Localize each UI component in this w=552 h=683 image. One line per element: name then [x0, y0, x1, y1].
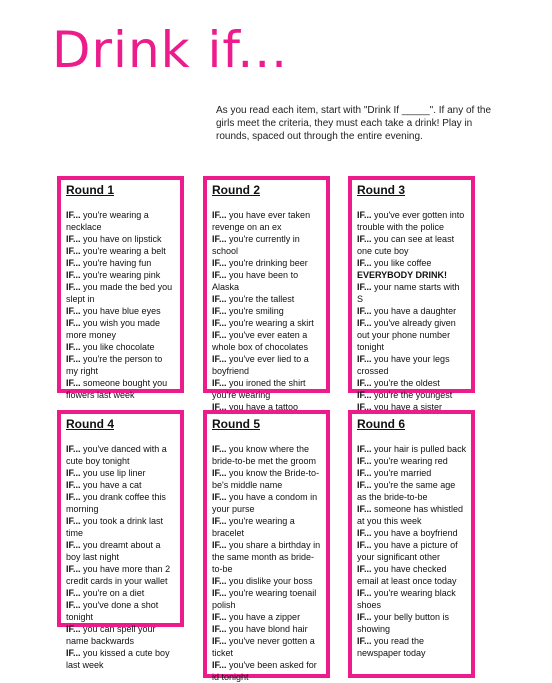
if-keyword: IF... [66, 210, 81, 220]
if-keyword: IF... [66, 600, 81, 610]
round-items [357, 443, 467, 659]
if-keyword: IF... [357, 612, 372, 622]
list-item [66, 599, 176, 623]
if-keyword: IF... [212, 588, 227, 598]
list-item [212, 233, 322, 257]
list-item [66, 443, 176, 467]
item-text: you've been asked for id tonight [212, 660, 317, 682]
list-item [212, 353, 322, 377]
if-keyword: IF... [357, 468, 372, 478]
item-text: someone has whistled at you this week [357, 504, 464, 526]
item-text: you're drinking beer [226, 258, 308, 268]
list-item [212, 659, 322, 683]
item-text: someone bought you flowers last week [66, 378, 168, 400]
round-title: Round 5 [212, 417, 260, 431]
if-keyword: IF... [212, 354, 227, 364]
if-keyword: IF... [357, 444, 372, 454]
if-keyword: IF... [66, 246, 81, 256]
list-item [357, 317, 467, 353]
if-keyword: IF... [66, 444, 81, 454]
if-keyword: IF... [212, 492, 227, 502]
list-item [66, 479, 176, 491]
if-keyword: IF... [357, 588, 372, 598]
list-item [66, 491, 176, 515]
list-item [212, 491, 322, 515]
if-keyword: IF... [357, 636, 372, 646]
list-item [357, 527, 467, 539]
list-item [212, 293, 322, 305]
list-item [212, 539, 322, 575]
item-text: you're currently in school [212, 234, 300, 256]
if-keyword: IF... [357, 564, 372, 574]
item-text: you've already given out your phone number tonight [357, 318, 456, 352]
if-keyword: IF... [212, 516, 227, 526]
item-text: you use lip liner [80, 468, 146, 478]
list-item [66, 563, 176, 587]
item-text: you've never gotten a ticket [212, 636, 315, 658]
list-item [66, 647, 176, 671]
if-keyword: IF... [357, 306, 372, 316]
if-keyword: IF... [357, 318, 372, 328]
round-card-6 [348, 410, 475, 678]
list-item [66, 539, 176, 563]
list-item [212, 377, 322, 401]
item-text: you have more than 2 credit cards in your wallet [66, 564, 171, 586]
list-item [212, 269, 322, 293]
item-text: you're the same age as the bride-to-be [357, 480, 456, 502]
round-card-3 [348, 176, 475, 412]
item-text: you're the person to my right [66, 354, 163, 376]
if-keyword: IF... [66, 258, 81, 268]
round-card-4 [57, 410, 184, 670]
list-item [357, 305, 467, 317]
list-item [357, 443, 467, 455]
list-item [66, 257, 176, 269]
if-keyword: IF... [66, 342, 81, 352]
list-item [66, 233, 176, 245]
list-item [357, 563, 467, 587]
item-text: you have blond hair [226, 624, 308, 634]
if-keyword: IF... [357, 528, 372, 538]
if-keyword: IF... [212, 540, 227, 550]
round-title: Round 4 [66, 417, 114, 431]
item-text: you kissed a cute boy last week [66, 648, 170, 670]
if-keyword: IF... [357, 282, 372, 292]
if-keyword: IF... [357, 234, 372, 244]
if-keyword: IF... [66, 648, 81, 658]
if-keyword: IF... [212, 258, 227, 268]
item-text: you have been to Alaska [212, 270, 299, 292]
item-text: you have checked email at least once today [357, 564, 457, 586]
list-item [66, 377, 176, 401]
list-item: EVERYBODY DRINK! [357, 270, 448, 280]
round-items [212, 443, 322, 683]
list-item [212, 305, 322, 317]
list-item [212, 515, 322, 539]
if-keyword: IF... [212, 330, 227, 340]
item-text: you've ever lied to a boyfriend [212, 354, 309, 376]
item-text: you can spell your name backwards [66, 624, 156, 646]
item-text: you have ever taken revenge on an ex [212, 210, 311, 232]
if-keyword: IF... [212, 402, 227, 412]
list-item [212, 209, 322, 233]
item-text: you're wearing a belt [80, 246, 166, 256]
if-keyword: IF... [212, 624, 227, 634]
list-item [66, 245, 176, 257]
list-item [212, 443, 322, 467]
item-text: you have a picture of your significant other [357, 540, 458, 562]
if-keyword: IF... [212, 660, 227, 670]
item-text: you've danced with a cute boy tonight [66, 444, 167, 466]
if-keyword: IF... [212, 270, 227, 280]
list-item [66, 515, 176, 539]
list-item [357, 587, 467, 611]
if-keyword: IF... [66, 282, 81, 292]
list-item [357, 539, 467, 563]
list-item [357, 455, 467, 467]
if-keyword: IF... [212, 468, 227, 478]
item-text: you've done a shot tonight [66, 600, 159, 622]
if-keyword: IF... [357, 402, 372, 412]
list-item [212, 623, 322, 635]
round-items [66, 209, 176, 401]
if-keyword: IF... [357, 456, 372, 466]
round-items [357, 209, 467, 413]
round-title: Round 2 [212, 183, 260, 197]
list-item [357, 281, 467, 305]
item-text: you're married [371, 468, 432, 478]
item-text: you're having fun [80, 258, 152, 268]
list-item [357, 353, 467, 377]
if-keyword: IF... [66, 306, 81, 316]
round-items [66, 443, 176, 671]
list-item [66, 281, 176, 305]
if-keyword: IF... [212, 636, 227, 646]
item-text: you drank coffee this morning [66, 492, 166, 514]
item-text: you have a cat [80, 480, 142, 490]
item-text: you've ever gotten into trouble with the police [357, 210, 465, 232]
item-text: you're wearing a bracelet [212, 516, 295, 538]
if-keyword: IF... [212, 234, 227, 244]
item-text: you know the Bride-to-be's middle name [212, 468, 320, 490]
if-keyword: IF... [357, 210, 372, 220]
list-item [66, 341, 176, 353]
if-keyword: IF... [66, 480, 81, 490]
if-keyword: IF... [66, 492, 81, 502]
item-text: you're wearing a necklace [66, 210, 149, 232]
item-text: your hair is pulled back [371, 444, 467, 454]
list-item [66, 209, 176, 233]
item-text: you've ever eaten a whole box of chocolates [212, 330, 309, 352]
if-keyword: IF... [212, 294, 227, 304]
if-keyword: IF... [212, 210, 227, 220]
item-text: you know where the bride-to-be met the groom [212, 444, 317, 466]
item-text: you like coffee [371, 258, 432, 268]
item-text: you read the newspaper today [357, 636, 426, 658]
list-item [357, 635, 467, 659]
if-keyword: IF... [212, 378, 227, 388]
if-keyword: IF... [66, 354, 81, 364]
item-text: you're wearing pink [80, 270, 161, 280]
round-items [212, 209, 322, 413]
if-keyword: IF... [357, 258, 372, 268]
item-text: you have a tattoo [226, 402, 299, 412]
item-text: you're on a diet [80, 588, 145, 598]
item-text: you're the youngest [371, 390, 453, 400]
round-title: Round 1 [66, 183, 114, 197]
list-item [66, 587, 176, 599]
item-text: your belly button is showing [357, 612, 450, 634]
item-text: you have a zipper [226, 612, 301, 622]
round-card-1 [57, 176, 184, 400]
if-keyword: IF... [66, 378, 81, 388]
list-item [357, 467, 467, 479]
instructions-text: As you read each item, start with "Drink If _____". If any of the girls meet the criteria, they must each take a drink! Play in rounds, spaced out through the entire evening. [216, 105, 492, 142]
round-card-5 [203, 410, 330, 682]
item-text: you wish you made more money [66, 318, 161, 340]
list-item [212, 611, 322, 623]
if-keyword: IF... [66, 540, 81, 550]
if-keyword: IF... [212, 444, 227, 454]
item-text: you're wearing red [371, 456, 448, 466]
item-text: you made the bed you slept in [66, 282, 173, 304]
page-title: Drink if... [52, 21, 289, 79]
list-item [212, 587, 322, 611]
item-text: you're wearing black shoes [357, 588, 456, 610]
if-keyword: IF... [66, 234, 81, 244]
item-text: you're the oldest [371, 378, 440, 388]
item-text: you have your legs crossed [357, 354, 450, 376]
list-item [357, 257, 467, 269]
list-item [357, 479, 467, 503]
item-text: you can see at least one cute boy [357, 234, 455, 256]
list-item [66, 305, 176, 317]
item-text: you have a sister [371, 402, 443, 412]
round-title: Round 6 [357, 417, 405, 431]
list-item [357, 611, 467, 635]
list-item [357, 377, 467, 389]
if-keyword: IF... [212, 576, 227, 586]
list-item [357, 233, 467, 257]
list-item [212, 329, 322, 353]
list-item [357, 389, 467, 401]
list-item [66, 269, 176, 281]
item-text: your name starts with S [357, 282, 460, 304]
if-keyword: IF... [212, 318, 227, 328]
if-keyword: IF... [66, 318, 81, 328]
list-item [212, 635, 322, 659]
item-text: you ironed the shirt you're wearing [212, 378, 306, 400]
round-title: Round 3 [357, 183, 405, 197]
item-text: you have a condom in your purse [212, 492, 318, 514]
if-keyword: IF... [357, 504, 372, 514]
if-keyword: IF... [212, 306, 227, 316]
item-text: you like chocolate [80, 342, 155, 352]
if-keyword: IF... [66, 624, 81, 634]
item-text: you share a birthday in the same month as bride-to-be [212, 540, 321, 574]
item-text: you dislike your boss [226, 576, 313, 586]
if-keyword: IF... [357, 540, 372, 550]
if-keyword: IF... [66, 270, 81, 280]
item-text: you have blue eyes [80, 306, 161, 316]
if-keyword: IF... [357, 390, 372, 400]
list-item [212, 467, 322, 491]
list-item [212, 257, 322, 269]
if-keyword: IF... [357, 378, 372, 388]
item-text: you're wearing toenail polish [212, 588, 317, 610]
list-item [66, 353, 176, 377]
if-keyword: IF... [357, 480, 372, 490]
list-item [212, 317, 322, 329]
item-text: you dreamt about a boy last night [66, 540, 161, 562]
if-keyword: IF... [66, 468, 81, 478]
list-item [66, 623, 176, 647]
item-text: you're smiling [226, 306, 284, 316]
item-text: you took a drink last time [66, 516, 164, 538]
if-keyword: IF... [212, 612, 227, 622]
if-keyword: IF... [66, 516, 81, 526]
item-text: you're wearing a skirt [226, 318, 314, 328]
item-text: you have a boyfriend [371, 528, 458, 538]
if-keyword: IF... [66, 588, 81, 598]
item-text: you have on lipstick [80, 234, 162, 244]
item-text: you have a daughter [371, 306, 457, 316]
list-item [212, 575, 322, 587]
if-keyword: IF... [357, 354, 372, 364]
list-item [66, 317, 176, 341]
list-item [357, 503, 467, 527]
list-item [66, 467, 176, 479]
item-text: you're the tallest [226, 294, 295, 304]
if-keyword: IF... [66, 564, 81, 574]
list-item [357, 209, 467, 233]
round-card-2 [203, 176, 330, 412]
